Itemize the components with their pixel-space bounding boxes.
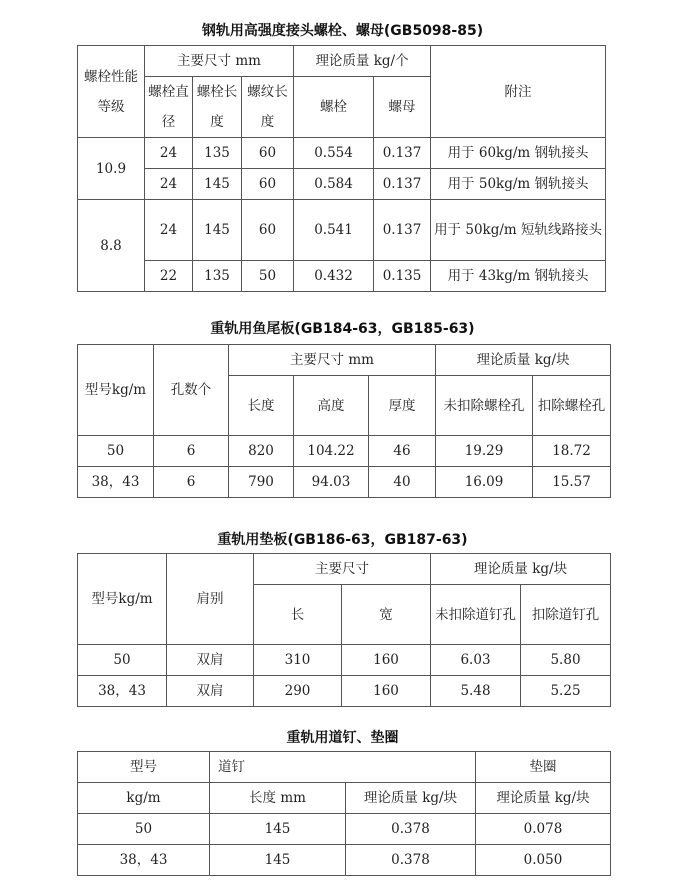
table-cell: 5.80 (521, 645, 611, 676)
table-cell: 0.137 (374, 169, 431, 200)
table-cell: 60 (242, 169, 294, 200)
table4-title: 重轨用道钉、垫圈 (286, 730, 399, 746)
table-cell: 0.135 (374, 261, 431, 292)
header-type-unit: kg/m (78, 783, 210, 814)
table-cell: 0.432 (294, 261, 374, 292)
header-bolt: 螺栓 (294, 77, 374, 138)
header-thickness: 厚度 (369, 376, 436, 436)
header-shoulder: 肩别 (167, 554, 254, 645)
table-cell: 310 (254, 645, 342, 676)
header-deduct: 扣除道钉孔 (521, 585, 611, 645)
table1-title: 钢轨用高强度接头螺栓、螺母(GB5098-85) (201, 23, 484, 39)
table-cell: 6 (154, 467, 229, 498)
table-cell: 15.57 (533, 467, 611, 498)
header-deduct: 扣除螺栓孔 (533, 376, 611, 436)
header-theoretical-mass: 理论质量 kg/个 (294, 46, 431, 77)
header-bolt-length: 螺栓长度 (193, 77, 242, 138)
table-cell: 160 (342, 676, 431, 707)
table-cell: 24 (145, 138, 193, 169)
header-spike: 道钉 (210, 752, 476, 783)
table-cell: 双肩 (167, 645, 254, 676)
header-washer: 垫圈 (476, 752, 611, 783)
table-cell: 790 (229, 467, 294, 498)
grade-cell: 8.8 (78, 200, 145, 292)
note-cell: 用于 50kg/m 短轨线路接头 (431, 200, 606, 261)
fishplate-table (77, 344, 611, 498)
table-cell: 160 (342, 645, 431, 676)
table-cell: 38，43 (78, 845, 210, 876)
table-cell: 135 (193, 138, 242, 169)
table-cell: 50 (78, 814, 210, 845)
table-cell: 0.378 (346, 814, 476, 845)
note-cell: 用于 43kg/m 钢轨接头 (431, 261, 606, 292)
tie-plate-table (77, 553, 611, 707)
table-cell: 24 (145, 169, 193, 200)
table-cell: 135 (193, 261, 242, 292)
table2-title: 重轨用鱼尾板(GB184-63，GB185-63) (210, 321, 475, 337)
header-nut: 螺母 (374, 77, 431, 138)
table-cell: 0.137 (374, 138, 431, 169)
spike-washer-table (77, 751, 611, 876)
header-length: 长 (254, 585, 342, 645)
table-cell: 0.541 (294, 200, 374, 261)
table3-title: 重轨用垫板(GB186-63，GB187-63) (217, 532, 468, 548)
table-cell: 0.584 (294, 169, 374, 200)
bolt-nut-table (77, 45, 606, 292)
table-cell: 290 (254, 676, 342, 707)
header-grade: 螺栓性能等级 (78, 46, 145, 138)
table-cell: 0.378 (346, 845, 476, 876)
header-thread-length: 螺纹长度 (242, 77, 294, 138)
table-cell: 0.137 (374, 200, 431, 261)
table-cell: 24 (145, 200, 193, 261)
header-type: 型号kg/m (78, 554, 167, 645)
table-cell: 50 (78, 436, 154, 467)
header-length: 长度 (229, 376, 294, 436)
table-cell: 18.72 (533, 436, 611, 467)
header-hole-count: 孔数个 (154, 345, 229, 436)
table-cell: 60 (242, 200, 294, 261)
table-cell: 145 (193, 200, 242, 261)
table-cell: 145 (193, 169, 242, 200)
table-cell: 145 (210, 845, 346, 876)
table-cell: 双肩 (167, 676, 254, 707)
header-no-deduct: 未扣除道钉孔 (431, 585, 521, 645)
table-cell: 6.03 (431, 645, 521, 676)
table-cell: 145 (210, 814, 346, 845)
header-width: 宽 (342, 585, 431, 645)
table-cell: 38，43 (78, 676, 167, 707)
table-cell: 16.09 (436, 467, 533, 498)
table-cell: 5.48 (431, 676, 521, 707)
grade-cell: 10.9 (78, 138, 145, 200)
table-cell: 46 (369, 436, 436, 467)
header-main-dims: 主要尺寸 (254, 554, 431, 585)
header-washer-mass: 理论质量 kg/块 (476, 783, 611, 814)
header-no-deduct: 未扣除螺栓孔 (436, 376, 533, 436)
header-length: 长度 mm (210, 783, 346, 814)
table-cell: 50 (78, 645, 167, 676)
table-cell: 0.050 (476, 845, 611, 876)
header-height: 高度 (294, 376, 369, 436)
header-theoretical-mass: 理论质量 kg/块 (431, 554, 611, 585)
header-spike-mass: 理论质量 kg/块 (346, 783, 476, 814)
note-cell: 用于 50kg/m 钢轨接头 (431, 169, 606, 200)
table-cell: 38，43 (78, 467, 154, 498)
header-main-dims: 主要尺寸 mm (229, 345, 436, 376)
header-note: 附注 (431, 46, 606, 138)
header-bolt-diameter: 螺栓直径 (145, 77, 193, 138)
table-cell: 5.25 (521, 676, 611, 707)
header-type: 型号kg/m (78, 345, 154, 436)
table-cell: 820 (229, 436, 294, 467)
table-cell: 6 (154, 436, 229, 467)
note-cell: 用于 60kg/m 钢轨接头 (431, 138, 606, 169)
table-cell: 104.22 (294, 436, 369, 467)
table-cell: 22 (145, 261, 193, 292)
table-cell: 40 (369, 467, 436, 498)
table-cell: 50 (242, 261, 294, 292)
table-cell: 0.554 (294, 138, 374, 169)
table-cell: 19.29 (436, 436, 533, 467)
header-theoretical-mass: 理论质量 kg/块 (436, 345, 611, 376)
table-cell: 60 (242, 138, 294, 169)
header-main-dims: 主要尺寸 mm (145, 46, 294, 77)
header-type-top: 型号 (78, 752, 210, 783)
table-cell: 94.03 (294, 467, 369, 498)
table-cell: 0.078 (476, 814, 611, 845)
